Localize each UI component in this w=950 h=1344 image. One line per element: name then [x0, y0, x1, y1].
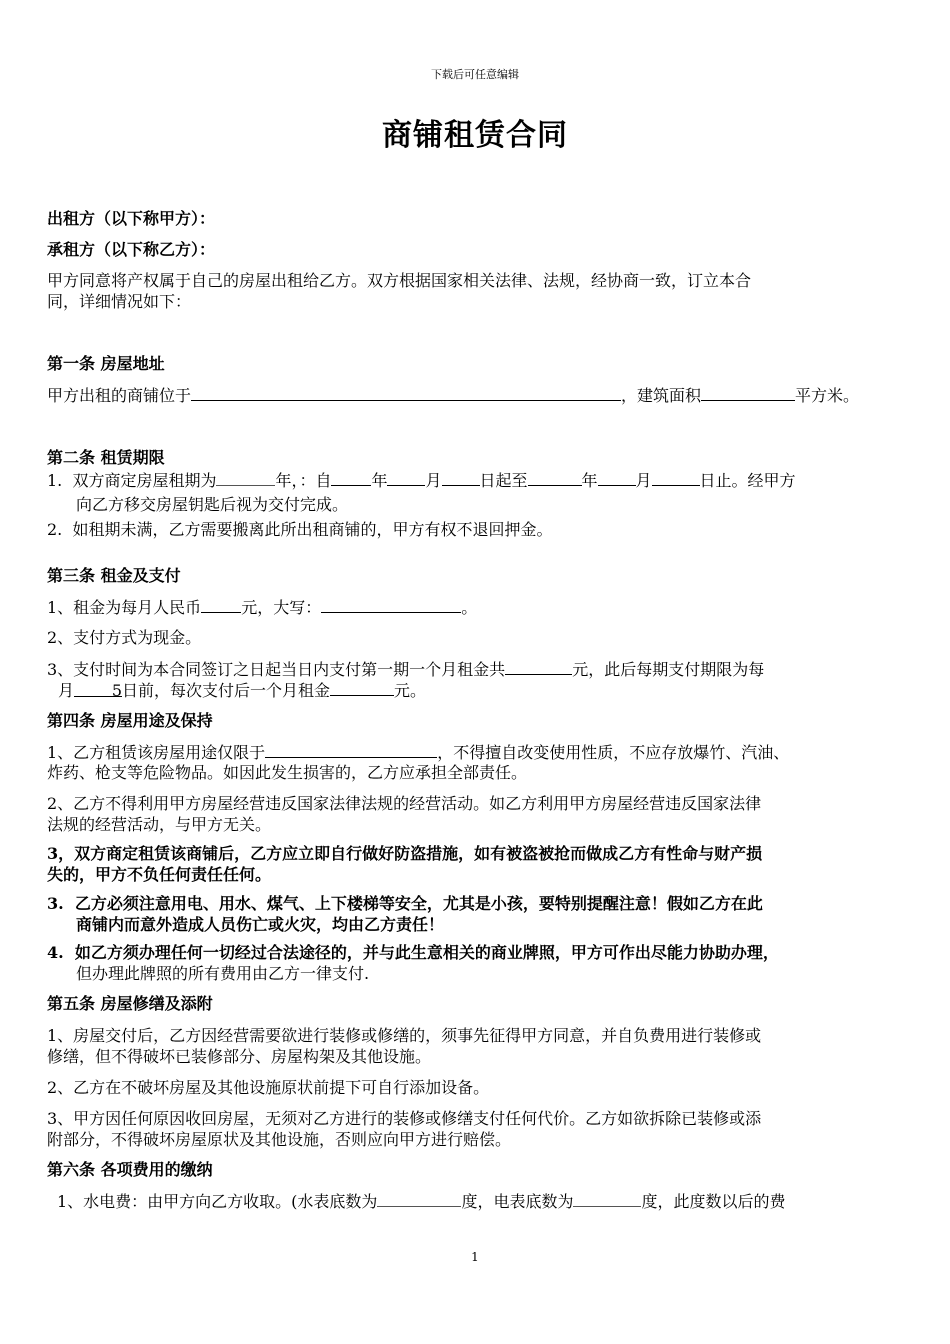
article-1-text: 甲方出租的商铺位于 ，建筑面积 平方米。 [47, 386, 860, 405]
article-1-heading: 第一条 房屋地址 [47, 354, 165, 373]
payment-day-field[interactable]: 5 [74, 680, 122, 697]
address-blank[interactable] [191, 384, 621, 401]
page-header: 下载后可任意编辑 [431, 68, 519, 81]
term-years-blank[interactable] [216, 469, 275, 486]
area-blank[interactable] [701, 384, 795, 401]
article-4-p1-cont: 炸药、枪支等危险物品。如因此发生损害的，乙方应承担全部责任。 [47, 763, 528, 782]
article-3-p2: 2、支付方式为现金。 [47, 628, 202, 647]
article-6-heading: 第六条 各项费用的缴纳 [47, 1160, 213, 1179]
electric-meter-blank[interactable] [573, 1190, 641, 1207]
first-payment-blank[interactable] [505, 658, 572, 675]
article-4-p4-line-1: 3. 乙方必须注意用电、用水、煤气、上下楼梯等安全，尤其是小孩，要特别提醒注意！假如乙方在此 [47, 894, 763, 913]
article-5-p2: 2、乙方在不破坏房屋及其他设施原状前提下可自行添加设备。 [47, 1078, 490, 1097]
article-6-p1: 1、水电费：由甲方向乙方收取。(水表底数为 度，电表底数为 度，此度数以后的费 [57, 1192, 786, 1211]
rent-amount-blank[interactable] [201, 596, 241, 613]
intro-line-1: 甲方同意将产权属于自己的房屋出租给乙方。双方根据国家相关法律、法规，经协商一致，订立本合 [47, 271, 752, 290]
intro-line-2: 同，详细情况如下： [47, 292, 192, 311]
article-5-heading: 第五条 房屋修缮及添附 [47, 994, 213, 1013]
end-year-blank[interactable] [528, 469, 582, 486]
end-day-blank[interactable] [652, 469, 700, 486]
article-4-p5-line-1: 4. 如乙方须办理任何一切经过合法途径的，并与此生意相关的商业牌照，甲方可作出尽能力协助办理， [47, 943, 779, 962]
article-2-heading: 第二条 租赁期限 [47, 448, 165, 467]
article-4-p2-line-2: 法规的经营活动，与甲方无关。 [47, 815, 272, 834]
article-5-p3-line-2: 附部分，不得破坏房屋原状及其他设施，否则应向甲方进行赔偿。 [47, 1130, 512, 1149]
article-4-p3-line-1: 3，双方商定租赁该商铺后，乙方应立即自行做好防盗措施，如有被盗被抢而做成乙方有性命与财产损 [47, 844, 763, 863]
page-number: 1 [471, 1250, 479, 1264]
article-4-p5-line-2: 但办理此牌照的所有费用由乙方一律支付. [76, 964, 370, 983]
article-4-p4-line-2: 商铺内而意外造成人员伤亡或火灾，均由乙方责任！ [76, 915, 445, 934]
article-2-item-2: 2. 如租期未满，乙方需要搬离此所出租商铺的，甲方有权不退回押金。 [47, 520, 553, 539]
article-3-p1: 1、租金为每月人民币 元，大写： 。 [47, 598, 478, 617]
monthly-rent-blank[interactable] [330, 679, 394, 696]
lessee-line: 承租方（以下称乙方）： [47, 240, 216, 259]
article-2-item-1: 1. 双方商定房屋租期为 年，：自 年 月 日起至 年 月 日止。经甲方 [47, 471, 796, 490]
article-5-p3-line-1: 3、甲方因任何原因收回房屋，无须对乙方进行的装修或修缮支付任何代价。乙方如欲拆除已装修或添 [47, 1109, 762, 1128]
document-title: 商铺租赁合同 [382, 118, 568, 153]
start-day-blank[interactable] [442, 469, 480, 486]
article-5-p1-line-2: 修缮，但不得破坏已装修部分、房屋构架及其他设施。 [47, 1047, 432, 1066]
article-3-heading: 第三条 租金及支付 [47, 566, 181, 585]
article-3-p3: 3、支付时间为本合同签订之日起当日内支付第一期一个月租金共 元，此后每期支付期限为每 [47, 660, 765, 679]
water-meter-blank[interactable] [377, 1190, 461, 1207]
article-5-p1-line-1: 1、房屋交付后，乙方因经营需要欲进行装修或修缮的，须事先征得甲方同意，并自负费用进行装修或 [47, 1026, 762, 1045]
article-4-p3-line-2: 失的，甲方不负任何责任任何。 [47, 865, 272, 884]
usage-blank[interactable] [265, 741, 437, 758]
article-4-p2-line-1: 2、乙方不得利用甲方房屋经营违反国家法律法规的经营活动。如乙方利用甲方房屋经营违反国家法律 [47, 794, 762, 813]
article-4-p1: 1、乙方租赁该房屋用途仅限于 ，不得擅自改变使用性质，不应存放爆竹、汽油、 [47, 743, 790, 762]
article-2-item-1-cont: 向乙方移交房屋钥匙后视为交付完成。 [76, 495, 349, 514]
lessor-line: 出租方（以下称甲方）： [47, 209, 216, 228]
end-month-blank[interactable] [598, 469, 636, 486]
rent-words-blank[interactable] [321, 596, 461, 613]
article-4-heading: 第四条 房屋用途及保持 [47, 711, 213, 730]
start-year-blank[interactable] [331, 469, 371, 486]
article-3-p3-cont: 月 5日前，每次支付后一个月租金 元。 [58, 681, 427, 700]
start-month-blank[interactable] [387, 469, 425, 486]
